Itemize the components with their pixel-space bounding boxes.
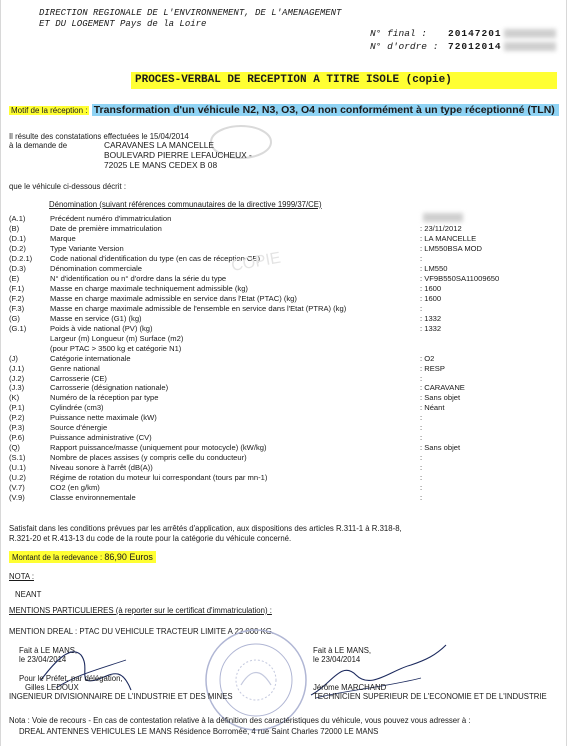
faint-stamp-mid (226, 245, 306, 275)
row-value: : (420, 253, 423, 263)
row-value: : O2 (420, 353, 435, 363)
row-label: Puissance administrative (CV) (50, 433, 152, 443)
row-label: Masse en charge maximale admissible en service dans l'Etat (PTAC) (kg) (50, 293, 297, 303)
mentions-value: MENTION DREAL : PTAC DU VEHICULE TRACTEUR LIMITE A 22 000 KG. (9, 627, 275, 636)
row-code: (U.1) (9, 463, 26, 473)
row-label: Marque (50, 233, 76, 243)
row-value: : LA MANCELLE (420, 233, 477, 243)
left-sign-date: le 23/04/2014 (19, 655, 67, 664)
final-number-value: 20147201 (448, 28, 502, 39)
row-code: (S.1) (9, 453, 26, 463)
row-code: (Q) (9, 443, 20, 453)
row-code: (G) (9, 313, 20, 323)
row-label: Largeur (m) Longueur (m) Surface (m2) (50, 333, 184, 343)
reception-motif (9, 103, 559, 117)
row-label: Numéro de la réception par type (50, 393, 159, 403)
fee-amount (9, 551, 156, 563)
row-code: (V.9) (9, 493, 25, 503)
row-value: : CARAVANE (420, 383, 465, 393)
row-label: Dénomination commerciale (50, 263, 143, 273)
row-value: : (420, 483, 423, 493)
row-label: Source d'énergie (50, 423, 108, 433)
row-value: : LM550BSA MOD (420, 243, 483, 253)
fee-value: 86,90 Euros (104, 552, 153, 562)
row-value: : 1332 (420, 313, 442, 323)
row-code: (J.3) (9, 383, 25, 393)
row-value: : (420, 433, 423, 443)
row-code: (U.2) (9, 473, 26, 483)
appeal-address: DREAL ANTENNES VEHICULES LE MANS Résidence Borromée, 4 rue Saint Charles 72000 LE MANS (19, 727, 379, 736)
row-value: : 1332 (420, 323, 442, 333)
final-number (370, 28, 556, 39)
compliance-line-1: Satisfait dans les conditions prévues par les arrêtés d'application, aux dispositions des articles R.311-1 à R.318-8, (9, 524, 402, 533)
row-code: (P.2) (9, 413, 25, 423)
row-code: (D.1) (9, 233, 26, 243)
row-code: (F.3) (9, 303, 25, 313)
row-value: : RESP (420, 363, 445, 373)
row-value: : LM550 (420, 263, 448, 273)
fee-label: Montant de la redevance : (12, 553, 103, 562)
row-value: : Néant (420, 403, 445, 413)
row-label: (pour PTAC > 3500 kg et catégorie N1) (50, 343, 182, 353)
row-label: Rapport puissance/masse (uniquement pour motocycle) (kW/kg) (50, 443, 267, 453)
nota-title: NOTA : (9, 572, 34, 581)
motif-label: Motif de la réception : (11, 106, 88, 115)
row-value: : (420, 423, 423, 433)
requester-name: CARAVANES LA MANCELLE (104, 140, 214, 150)
authority-header (39, 8, 341, 30)
row-value: : (420, 373, 423, 383)
row-code: (J.1) (9, 363, 25, 373)
authority-line-2: ET DU LOGEMENT Pays de la Loire (39, 19, 207, 29)
row-code: (P.6) (9, 433, 25, 443)
row-code: (G.1) (9, 323, 27, 333)
row-label: Masse en service (G1) (kg) (50, 313, 142, 323)
row-code: (D.2.1) (9, 253, 33, 263)
redaction-blur (423, 213, 463, 222)
row-label: Cylindrée (cm3) (50, 403, 104, 413)
row-value: : (420, 303, 423, 313)
row-label: Type Variante Version (50, 243, 124, 253)
compliance-line-2: R.321-20 et R.413-13 du code de la route pour la catégorie du véhicule concerné. (9, 534, 292, 543)
row-value: : (420, 453, 423, 463)
order-number-label: N° d'ordre : (370, 41, 439, 52)
row-label: Puissance nette maximale (kW) (50, 413, 157, 423)
left-signatory-name: Gilles LEDOUX (25, 683, 79, 692)
redaction-blur (504, 29, 556, 38)
nota-value: NEANT (15, 590, 42, 599)
requester-label: à la demande de (9, 141, 68, 150)
row-label: Catégorie internationale (50, 353, 131, 363)
row-code: (D.3) (9, 263, 26, 273)
row-code: (F.2) (9, 293, 25, 303)
row-label: Nombre de places assises (y compris celle du conducteur) (50, 453, 247, 463)
row-label: Genre national (50, 363, 100, 373)
row-label: Carrosserie (CE) (50, 373, 107, 383)
row-value: : (420, 473, 423, 483)
final-number-label: N° final : (370, 28, 428, 39)
row-value: : Sans objet (420, 393, 461, 403)
right-sign-place: Fait à LE MANS, (313, 646, 372, 655)
requester-address-2: 72025 LE MANS CEDEX B 08 (104, 160, 218, 170)
row-code: (D.2) (9, 243, 26, 253)
row-value: : VF9B550SA11009650 (420, 273, 500, 283)
row-label: CO2 (en g/km) (50, 483, 100, 493)
row-code: (J.2) (9, 373, 25, 383)
right-signatory-role: TECHNICIEN SUPERIEUR DE L'ECONOMIE ET DE L'INDUSTRIE (313, 692, 547, 701)
svg-text:COPIE: COPIE (230, 249, 283, 275)
denomination-title: Dénomination (suivant références communautaires de la directive 1999/37/CE) (49, 200, 322, 209)
row-value: : 23/11/2012 (420, 223, 462, 233)
authority-line-1: DIRECTION REGIONALE DE L'ENVIRONNEMENT, DE L'AMENAGEMENT (39, 8, 342, 18)
left-signatory-role: INGENIEUR DIVISIONNAIRE DE L'INDUSTRIE ET DES MINES (9, 692, 233, 701)
row-label: Niveau sonore à l'arrêt (dB(A)) (50, 463, 153, 473)
row-label: Masse en charge maximale admissible de l'ensemble en service dans l'Etat (PTRA) (kg) (50, 303, 347, 313)
row-value: : (420, 463, 423, 473)
appeal-note: Nota : Voie de recours - En cas de contestation relative à la définition des caractéristiques du véhicule, vous pouvez vous adresser à : (9, 716, 471, 725)
row-code: (A.1) (9, 214, 26, 223)
document-title: PROCES-VERBAL DE RECEPTION A TITRE ISOLE (copie) (131, 72, 557, 89)
row-code: (J) (9, 353, 18, 363)
right-signatory-name: Jérôme MARCHAND (313, 683, 387, 692)
redaction-blur (504, 42, 556, 51)
row-code: (E) (9, 273, 20, 283)
row-label: N° d'identification ou n° d'ordre dans la série du type (50, 273, 227, 283)
row-value: : (420, 413, 423, 423)
row-code: (V.7) (9, 483, 25, 493)
requester-address-1: BOULEVARD PIERRE LEFAUCHEUX - (104, 150, 252, 160)
row-label: Régime de rotation du moteur lui correspondant (tours par mn-1) (50, 473, 268, 483)
inspection-date-line: Il résulte des constatations effectuées le 15/04/2014 (9, 132, 189, 141)
order-number-value: 72012014 (448, 41, 502, 52)
row-value: : 1600 (420, 283, 442, 293)
row-label: Classe environnementale (50, 493, 136, 503)
vehicle-described-line: que le véhicule ci-dessous décrit : (9, 182, 127, 191)
left-sign-place: Fait à LE MANS, (19, 646, 78, 655)
row-code: (B) (9, 223, 20, 233)
row-label: Poids à vide national (PV) (kg) (50, 323, 153, 333)
row-label: Carrosserie (désignation nationale) (50, 383, 169, 393)
mentions-title: MENTIONS PARTICULIERES (à reporter sur le certificat d'immatriculation) : (9, 606, 272, 615)
motif-value: Transformation d'un véhicule N2, N3, O3, O4 non conformément à un type réceptionné (TLN) (92, 104, 559, 116)
row-value: : (420, 493, 423, 503)
right-sign-date: le 23/04/2014 (313, 655, 361, 664)
row-code: (F.1) (9, 283, 25, 293)
order-number (370, 41, 556, 52)
row-label: Précédent numéro d'immatriculation (50, 214, 172, 223)
row-value: : 1600 (420, 293, 442, 303)
row-code: (P.1) (9, 403, 25, 413)
row-value: : Sans objet (420, 443, 461, 453)
row-label: Masse en charge maximale techniquement admissible (kg) (50, 283, 248, 293)
row-code: (P.3) (9, 423, 25, 433)
row-code: (K) (9, 393, 20, 403)
row-label: Date de première immatriculation (50, 223, 162, 233)
row-label: Code national d'identification du type (en cas de réception CE) (50, 253, 260, 263)
left-sign-delegation: Pour le Préfet, par délégation, (19, 674, 123, 683)
